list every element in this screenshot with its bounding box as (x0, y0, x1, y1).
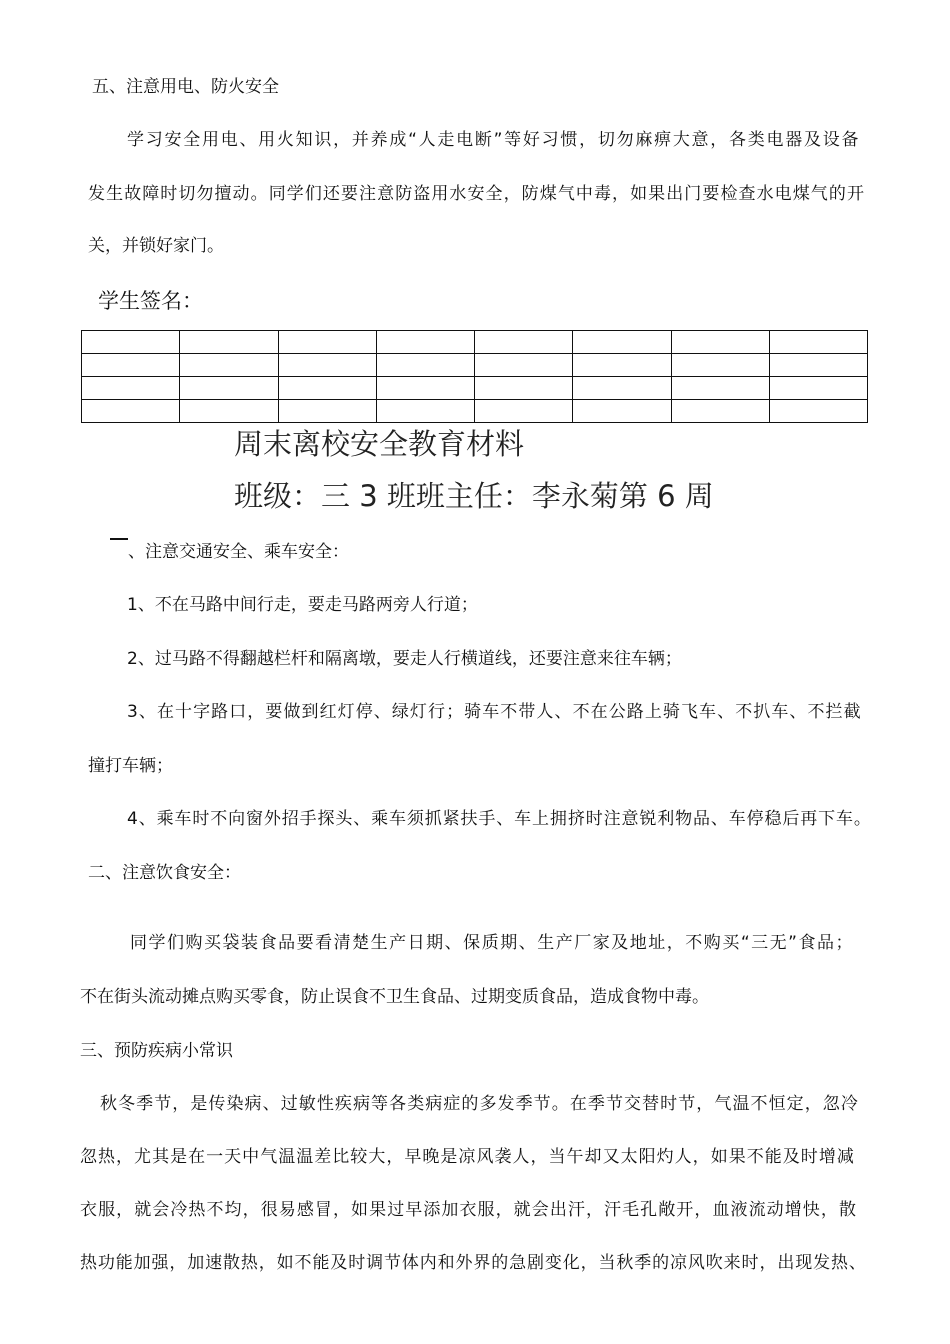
signature-cell[interactable] (671, 354, 769, 377)
signature-cell[interactable] (671, 400, 769, 423)
signature-cell[interactable] (376, 377, 474, 400)
section1-heading: 、注意交通安全、乘车安全： (128, 542, 349, 562)
signature-cell[interactable] (573, 377, 671, 400)
signature-cell[interactable] (82, 400, 180, 423)
signature-cell[interactable] (573, 400, 671, 423)
signature-cell[interactable] (82, 354, 180, 377)
signature-row (82, 331, 868, 354)
section3-line-1: 秋冬季节，是传染病、过敏性疾病等各类病症的多发季节。在季节交替时节，气温不恒定，忽冷 (100, 1094, 859, 1114)
signature-cell[interactable] (180, 400, 278, 423)
signature-label: 学生签名： (98, 289, 203, 313)
signature-cell[interactable] (376, 331, 474, 354)
section5-line-2: 发生故障时切勿擅动。同学们还要注意防盗用水安全，防煤气中毒，如果出门要检查水电煤气的开 (88, 184, 866, 204)
signature-cell[interactable] (573, 354, 671, 377)
section2-line-1: 同学们购买袋装食品要看清楚生产日期、保质期、生产厂家及地址，不购买“三无”食品； (130, 933, 855, 953)
signature-cell[interactable] (180, 377, 278, 400)
document-title: 周末离校安全教育材料 (234, 427, 525, 461)
signature-cell[interactable] (376, 354, 474, 377)
signature-cell[interactable] (278, 354, 376, 377)
signature-cell[interactable] (769, 331, 867, 354)
signature-row (82, 354, 868, 377)
section3-line-2: 忽热，尤其是在一天中气温温差比较大，早晚是凉风袭人，当午却又太阳灼人，如果不能及时增减 (80, 1147, 855, 1167)
signature-cell[interactable] (278, 331, 376, 354)
signature-row (82, 400, 868, 423)
signature-cell[interactable] (180, 331, 278, 354)
signature-cell[interactable] (475, 354, 573, 377)
signature-table (81, 330, 868, 423)
signature-cell[interactable] (769, 377, 867, 400)
section3-line-3: 衣服，就会冷热不均，很易感冒，如果过早添加衣服，就会出汗，汗毛孔敞开，血液流动增快，散 (80, 1200, 858, 1220)
signature-cell[interactable] (573, 331, 671, 354)
signature-cell[interactable] (475, 377, 573, 400)
signature-cell[interactable] (769, 354, 867, 377)
signature-cell[interactable] (475, 331, 573, 354)
section1-item-4: 4、乘车时不向窗外招手探头、乘车须抓紧扶手、车上拥挤时注意锐利物品、车停稳后再下车。 (127, 809, 872, 829)
section3-heading: 三、预防疾病小常识 (80, 1041, 233, 1061)
section5-heading: 五、注意用电、防火安全 (92, 77, 279, 97)
section1-item-3-cont: 撞打车辆； (88, 756, 173, 776)
section1-item-2: 2、过马路不得翻越栏杆和隔离墩，要走人行横道线，还要注意来往车辆； (127, 649, 682, 669)
signature-cell[interactable] (475, 400, 573, 423)
section1-number-dash (110, 538, 128, 540)
signature-cell[interactable] (671, 331, 769, 354)
signature-cell[interactable] (376, 400, 474, 423)
signature-cell[interactable] (278, 400, 376, 423)
section3-line-4: 热功能加强，加速散热，如不能及时调节体内和外界的急剧变化，当秋季的凉风吹来时，出现发热、 (80, 1253, 867, 1273)
class-info-line: 班级：三 3 班班主任：李永菊第 6 周 (234, 479, 714, 513)
signature-cell[interactable] (278, 377, 376, 400)
signature-cell[interactable] (671, 377, 769, 400)
section1-item-1: 1、不在马路中间行走，要走马路两旁人行道； (127, 595, 478, 615)
section5-line-3: 关，并锁好家门。 (88, 236, 224, 256)
section2-line-2: 不在街头流动摊点购买零食，防止误食不卫生食品、过期变质食品，造成食物中毒。 (80, 987, 709, 1007)
signature-cell[interactable] (82, 377, 180, 400)
section5-line-1: 学习安全用电、用火知识，并养成“人走电断”等好习惯，切勿麻痹大意，各类电器及设备 (127, 130, 861, 150)
signature-cell[interactable] (180, 354, 278, 377)
signature-row (82, 377, 868, 400)
section2-heading: 二、注意饮食安全： (88, 863, 241, 883)
signature-cell[interactable] (82, 331, 180, 354)
signature-cell[interactable] (769, 400, 867, 423)
section1-item-3: 3、在十字路口，要做到红灯停、绿灯行；骑车不带人、不在公路上骑飞车、不扒车、不拦截 (127, 702, 862, 722)
